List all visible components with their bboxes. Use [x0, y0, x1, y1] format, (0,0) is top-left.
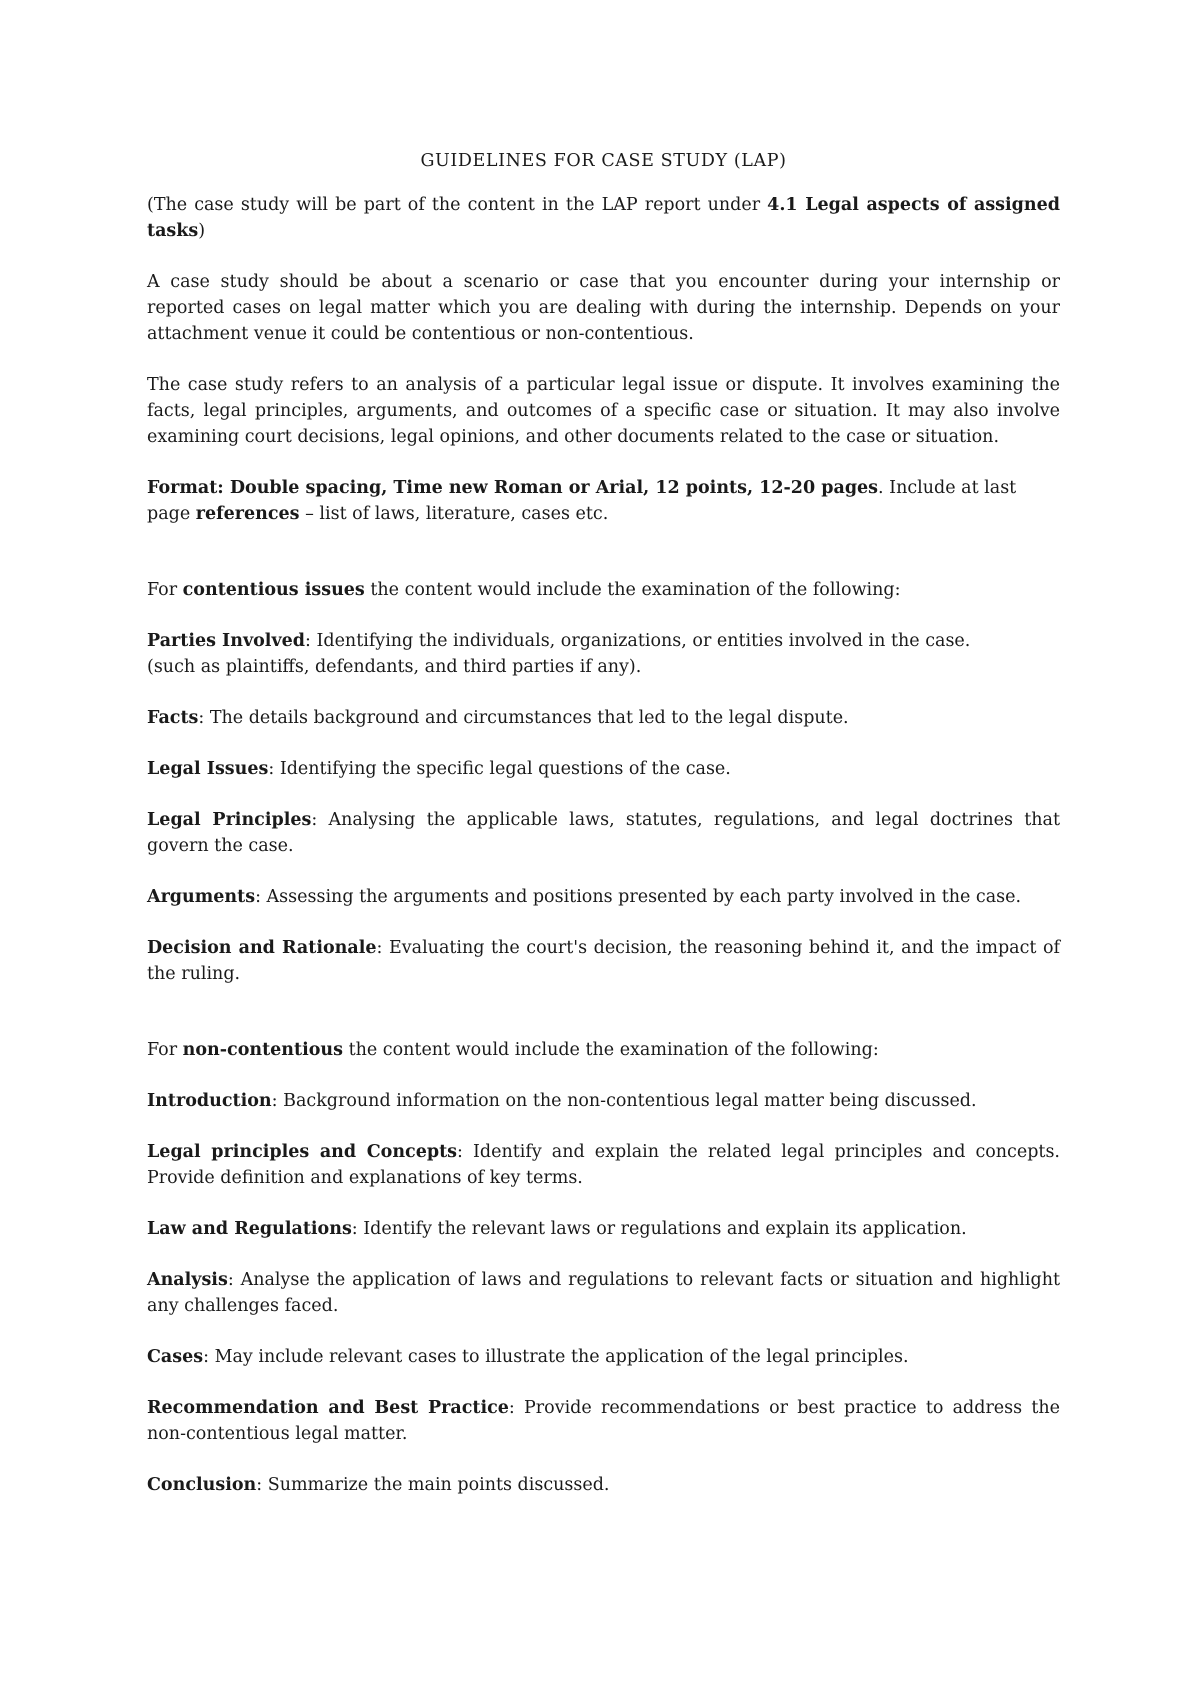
contentious-intro-bold: contentious issues — [182, 580, 365, 600]
non-contentious-item-law — [147, 1216, 1060, 1242]
item-desc: : Identify the relevant laws or regulations and explain its application. — [351, 1219, 967, 1239]
page-title: GUIDELINES FOR CASE STUDY (LAP) — [420, 151, 787, 171]
item-desc: : Analyse the application of laws and regulations to relevant facts or situation and highlight any challenges faced. — [147, 1270, 1060, 1316]
section-gap — [147, 552, 1060, 577]
intro-note-text: (The case study will be part of the content in the LAP report under — [147, 195, 768, 215]
paragraph-case-study-definition: The case study refers to an analysis of a particular legal issue or dispute. It involves examining the facts, legal principles, arguments, and outcomes of a specific case or situation. It may also involve examining court decisions, legal opinions, and other documents related to the case or situation. — [147, 375, 1060, 447]
format-text: . Include at last page — [147, 478, 1017, 524]
paragraph-case-study-scope: A case study should be about a scenario or case that you encounter during your internship or reported cases on legal matter which you are dealing with during the internship. Depends on your attachment venue it could be contentious or non-contentious. — [147, 272, 1060, 344]
item-term: Conclusion — [147, 1475, 257, 1495]
item-term: Decision and Rationale — [147, 938, 377, 958]
non-contentious-item-conclusion — [147, 1472, 1060, 1498]
item-desc: : Analysing the applicable laws, statutes, regulations, and legal doctrines that govern the case. — [147, 810, 1060, 856]
contentious-item-facts — [147, 705, 1060, 731]
references-label: references — [195, 504, 300, 524]
item-term: Recommendation and Best Practice — [147, 1398, 509, 1418]
item-term: Arguments — [147, 887, 256, 907]
format-paragraph — [147, 475, 1060, 527]
contentious-intro-suffix: the content would include the examination of the following: — [364, 580, 901, 600]
item-desc: : Evaluating the court's decision, the reasoning behind it, and the impact of the ruling. — [147, 938, 1061, 984]
intro-note-close: ) — [198, 221, 206, 241]
references-text: – list of laws, literature, cases etc. — [299, 504, 609, 524]
contentious-item-parties — [147, 628, 1060, 680]
item-term: Legal Issues — [147, 759, 269, 779]
intro-note — [147, 192, 1060, 244]
non-contentious-intro-prefix: For — [147, 1040, 183, 1060]
item-desc: : Summarize the main points discussed. — [256, 1475, 610, 1495]
item-term: Legal principles and Concepts — [147, 1142, 458, 1162]
contentious-item-decision — [147, 935, 1060, 987]
non-contentious-item-cases — [147, 1344, 1060, 1370]
item-desc: : Identify and explain the related legal principles and concepts. Provide definition and explanations of key terms. — [147, 1142, 1060, 1188]
item-desc: : The details background and circumstances that led to the legal dispute. — [198, 708, 849, 728]
non-contentious-intro — [147, 1037, 1060, 1063]
item-term: Cases — [147, 1347, 204, 1367]
item-desc: : Provide recommendations or best practice to address the non-contentious legal matter. — [147, 1398, 1061, 1444]
non-contentious-intro-bold: non-contentious — [182, 1040, 344, 1060]
item-desc-continued: (such as plaintiffs, defendants, and third parties if any). — [147, 657, 642, 677]
contentious-item-legal-principles — [147, 807, 1060, 859]
contentious-item-arguments — [147, 884, 1060, 910]
non-contentious-item-introduction — [147, 1088, 1060, 1114]
contentious-intro-prefix: For — [147, 580, 183, 600]
item-term: Parties Involved — [147, 631, 305, 651]
item-term: Law and Regulations — [147, 1219, 352, 1239]
non-contentious-item-principles — [147, 1139, 1060, 1191]
item-term: Legal Principles — [147, 810, 312, 830]
item-desc: : Identifying the specific legal questions of the case. — [268, 759, 731, 779]
non-contentious-item-recommendation — [147, 1395, 1060, 1447]
non-contentious-item-analysis — [147, 1267, 1060, 1319]
non-contentious-intro-suffix: the content would include the examination of the following: — [343, 1040, 879, 1060]
contentious-item-legal-issues — [147, 756, 1060, 782]
item-term: Analysis — [147, 1270, 228, 1290]
item-desc: : Background information on the non-contentious legal matter being discussed. — [271, 1091, 977, 1111]
section-gap — [147, 1012, 1060, 1037]
item-term: Facts — [147, 708, 199, 728]
contentious-intro — [147, 577, 1060, 603]
item-desc: : Identifying the individuals, organizations, or entities involved in the case. — [305, 631, 971, 651]
item-desc: : Assessing the arguments and positions presented by each party involved in the case. — [255, 887, 1022, 907]
item-desc: : May include relevant cases to illustrate the application of the legal principles. — [203, 1347, 909, 1367]
intro-note-bold: 4.1 Legal aspects of assigned tasks — [147, 195, 1061, 241]
format-label: Format: Double spacing, Time new Roman or Arial, 12 points, 12-20 pages — [147, 478, 879, 498]
item-term: Introduction — [147, 1091, 272, 1111]
